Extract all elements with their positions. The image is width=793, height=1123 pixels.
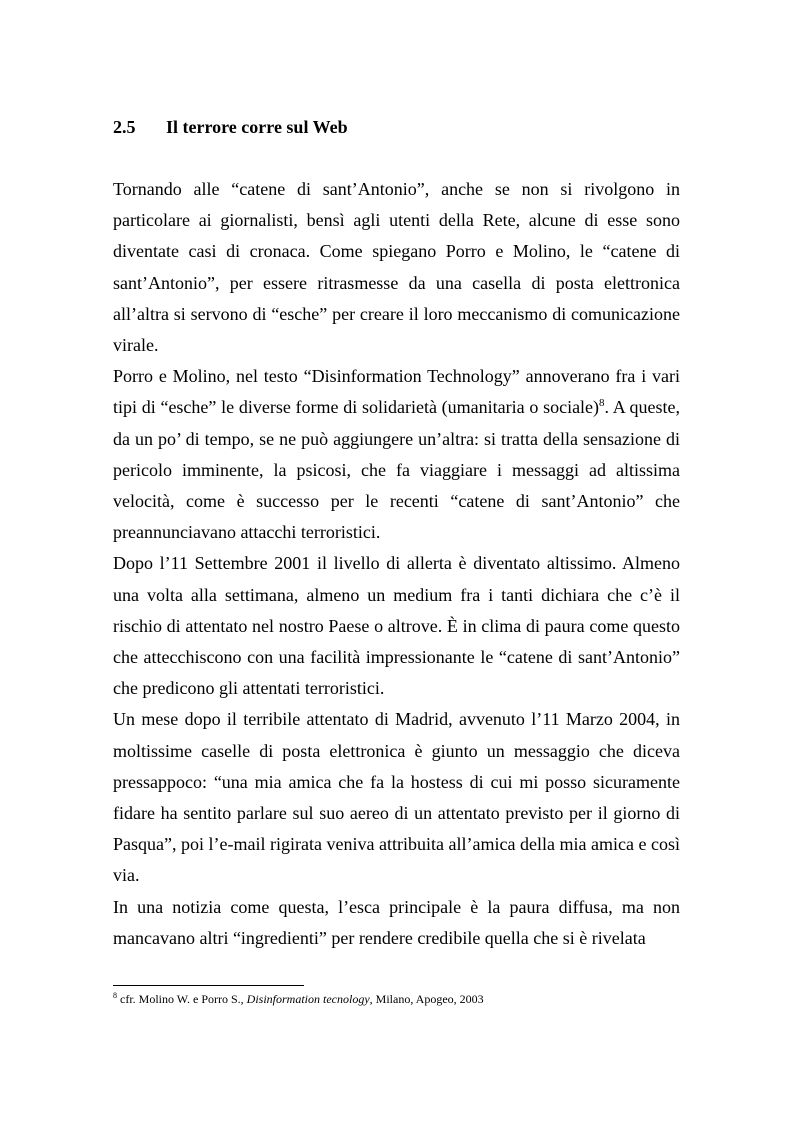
- paragraph-5: In una notizia come questa, l’esca principale è la paura diffusa, ma non mancavano altri “ingredienti” per rendere credibile quella che si è rivelata: [113, 896, 680, 948]
- paragraph-3: Dopo l’11 Settembre 2001 il livello di allerta è diventato altissimo. Almeno una volta alla settimana, almeno un medium fra i tanti dichiara che c’è il rischio di attentato nel nostro Paese o altrove. È in clima di paura come questo che attecchiscono con una facilità impressionante le “catene di sant’Antonio” che predicono gli attentati terroristici.: [113, 553, 680, 699]
- footnote-separator: [113, 985, 304, 986]
- footnote-title: Disinformation tecnology: [246, 992, 370, 1006]
- footnote: [113, 991, 680, 1007]
- footnote-reference[interactable]: 8: [599, 397, 605, 410]
- paragraph-4: Un mese dopo il terribile attentato di Madrid, avvenuto l’11 Marzo 2004, in moltissime caselle di posta elettronica è giunto un messaggio che diceva pressappoco: “una mia amica che fa la hostess di cui mi posso sicuramente fidare ha sentito parlare sul suo aereo di un attentato previsto per il giorno di Pasqua”, poi l’e-mail rigirata veniva attribuita all’amica della mia amica e così via.: [113, 709, 680, 886]
- footnote-prefix: cfr. Molino W. e Porro S.,: [117, 992, 247, 1006]
- section-title: Il terrore corre sul Web: [166, 117, 348, 137]
- body-text: [113, 174, 680, 954]
- paragraph-1: Tornando alle “catene di sant’Antonio”, anche se non si rivolgono in particolare ai giornalisti, bensì agli utenti della Rete, alcune di esse sono diventate casi di cronaca. Come spiegano Porro e Molino, le “catene di sant’Antonio”, per essere ritrasmesse da una casella di posta elettronica all’altra si servono di “esche” per creare il loro meccanismo di comunicazione virale.: [113, 179, 680, 356]
- footnote-number: 8: [113, 991, 117, 1000]
- footnote-suffix: , Milano, Apogeo, 2003: [369, 992, 484, 1006]
- section-number: 2.5: [113, 117, 136, 137]
- paragraph-2: [113, 361, 680, 548]
- paragraph-2-text-before: Porro e Molino, nel testo “Disinformation Technology” annoverano fra i vari tipi di “esche” le diverse forme di solidarietà (umanitaria o sociale): [113, 366, 680, 418]
- section-heading: [113, 116, 348, 138]
- paragraph-2-text-after: . A queste, da un po’ di tempo, se ne può aggiungere un’altra: si tratta della sensazione di pericolo imminente, la psicosi, che fa viaggiare i messaggi ad altissima velocità, come è successo per le recenti “catene di sant’Antonio” che preannunciavano attacchi terroristici.: [113, 397, 680, 543]
